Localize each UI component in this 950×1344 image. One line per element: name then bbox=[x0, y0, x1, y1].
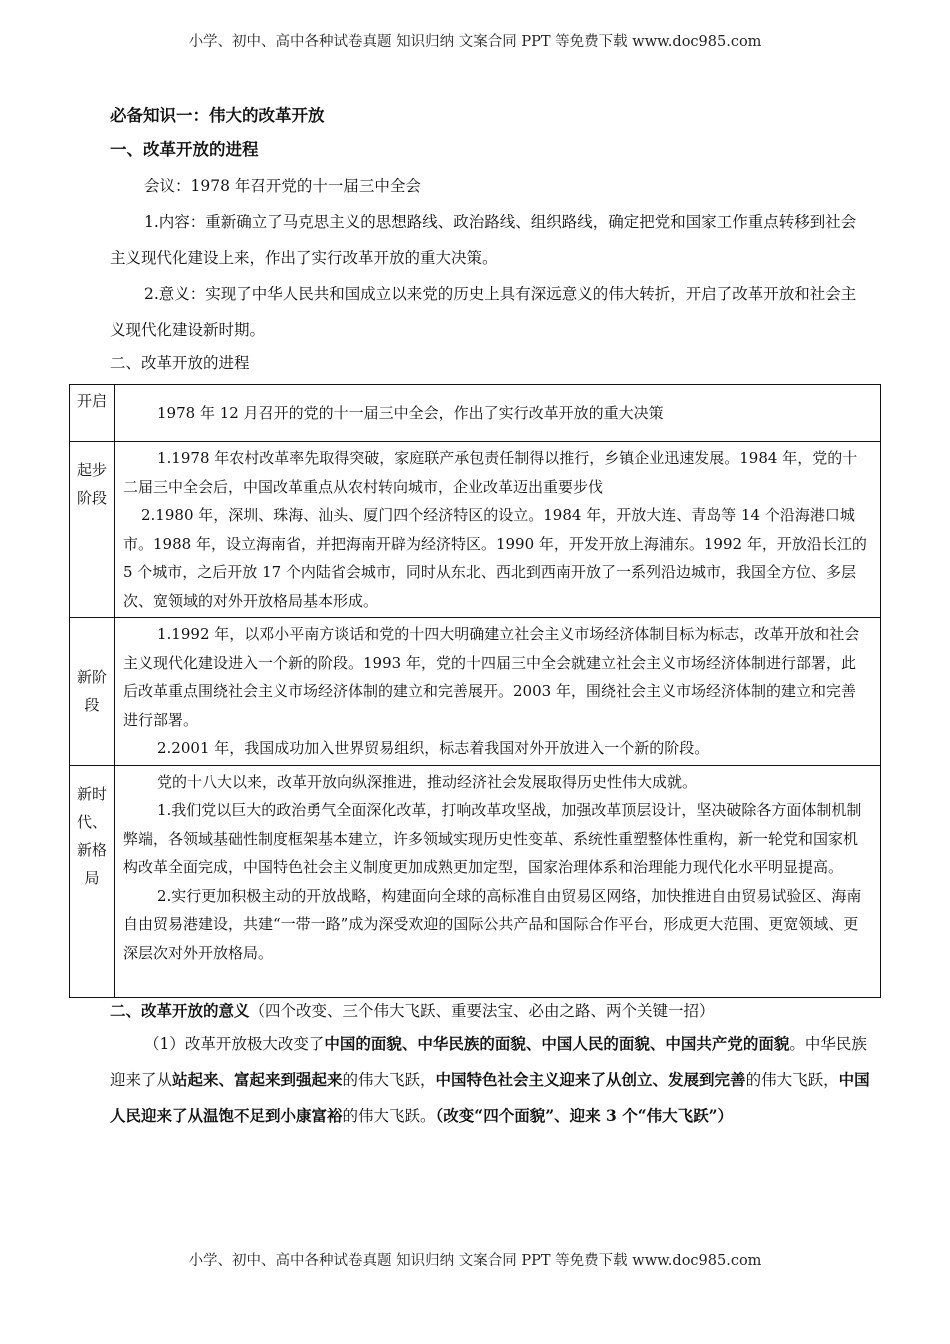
bold-run: 中国的面貌、中华民族的面貌、中国人民的面貌、中国共产党的面貌 bbox=[324, 1034, 790, 1053]
bold-run: 中国特色社会主义迎来了从创立、发展到完善 bbox=[435, 1070, 746, 1089]
row-paragraph: 2.2001 年，我国成功加入世界贸易组织，标志着我国对外开放进入一个新的阶段。 bbox=[157, 739, 710, 757]
row-body bbox=[115, 618, 881, 766]
section2-heading-bold: 二、改革开放的意义 bbox=[110, 1001, 250, 1020]
table-row bbox=[70, 765, 881, 997]
row-paragraph: 1.1992 年，以邓小平南方谈话和党的十四大明确建立社会主义市场经济体制目标为标志，改革开放和社会主义现代化建设进入一个新的阶段。1993 年，党的十四届三中全会就建立社会主义市场经济体制进行部署，此后改革重点围绕社会主义市场经济体制的建立和完善展开。2003 年，围绕社会主义市场经济体制的建立和完善进行部署。 bbox=[123, 625, 860, 729]
row-paragraph: 2.1980 年，深圳、珠海、汕头、厦门四个经济特区的设立。1984 年，开放大连、青岛等 14 个沿海港口城市。1988 年，设立海南省，并把海南开辟为经济特区。1990 年，开发开放上海浦东。1992 年，开放沿长江的 5 个城市，之后开放 17 个内陆省会城市，同时从东北、西北到西南开放了一系列沿边城市，我国全方位、多层次、宽领域的对外开放格局基本形成。 bbox=[123, 506, 867, 610]
table-row bbox=[70, 442, 881, 618]
significance-paragraph: 2.意义：实现了中华人民共和国成立以来党的历史上具有深远意义的伟大转折，开启了改革开放和社会主义现代化建设新时期。 bbox=[110, 285, 857, 339]
row-paragraph: 1978 年 12 月召开的党的十一届三中全会，作出了实行改革开放的重大决策 bbox=[157, 403, 664, 422]
table-row bbox=[70, 618, 881, 766]
section2-heading bbox=[110, 996, 870, 1026]
section2 bbox=[110, 996, 870, 1134]
significance-detail-paragraph bbox=[110, 1026, 870, 1134]
row-paragraph: 1.1978 年农村改革率先取得突破，家庭联产承包责任制得以推行，乡镇企业迅速发展。1984 年，党的十二届三中全会后，中国改革重点从农村转向城市，企业改革迈出重要步伐 bbox=[123, 449, 858, 496]
meeting-line: 会议：1978 年召开党的十一届三中全会 bbox=[144, 177, 421, 195]
bold-run: 中国人民迎来了从温饱不足到小康富裕 bbox=[110, 1070, 870, 1125]
table-row bbox=[70, 385, 881, 442]
section1-heading: 一、改革开放的进程 bbox=[110, 140, 259, 159]
text-run: 的伟大飞跃。 bbox=[342, 1107, 436, 1125]
text-run: 的伟大飞跃， bbox=[745, 1071, 839, 1089]
section1-subheading: 二、改革开放的进程 bbox=[110, 354, 250, 372]
row-paragraph: 1.我们党以巨大的政治勇气全面深化改革，打响改革攻坚战，加强改革顶层设计，坚决破除各方面体制机制弊端，各领域基础性制度框架基本建立，许多领域实现历史性变革、系统性重塑整体性重构，新一轮党和国家机构改革全面完成，中国特色社会主义制度更加成熟更加定型，国家治理体系和治理能力现代化水平明显提高。 bbox=[123, 801, 862, 876]
page-title: 必备知识一：伟大的改革开放 bbox=[110, 106, 325, 125]
row-label: 开启 bbox=[70, 385, 115, 442]
text-run: 的伟大飞跃， bbox=[342, 1071, 436, 1089]
section2-heading-note: （四个改变、三个伟大飞跃、重要法宝、必由之路、两个关键一招） bbox=[249, 1002, 715, 1020]
content-paragraph: 1.内容：重新确立了马克思主义的思想路线、政治路线、组织路线，确定把党和国家工作重点转移到社会主义现代化建设上来，作出了实行改革开放的重大决策。 bbox=[110, 213, 857, 267]
bold-run: （改变“四个面貌”、迎来 3 个“伟大飞跃”） bbox=[435, 1106, 734, 1125]
page-footer: 小学、初中、高中各种试卷真题 知识归纳 文案合同 PPT 等免费下载 www.doc985.com bbox=[188, 1253, 762, 1269]
row-label: 新时代、新格局 bbox=[70, 765, 115, 997]
bold-run: 站起来、富起来到强起来 bbox=[172, 1070, 343, 1089]
row-label: 新阶段 bbox=[70, 618, 115, 766]
row-body bbox=[115, 765, 881, 997]
row-body bbox=[115, 385, 881, 442]
main-content bbox=[110, 104, 870, 380]
text-run: 。中华民族迎来了从 bbox=[110, 1035, 867, 1089]
text-run: （1）改革开放极大改变了 bbox=[144, 1035, 325, 1053]
page-header: 小学、初中、高中各种试卷真题 知识归纳 文案合同 PPT 等免费下载 www.doc985.com bbox=[188, 34, 762, 50]
row-paragraph: 2.实行更加积极主动的开放战略，构建面向全球的高标准自由贸易区网络，加快推进自由贸易试验区、海南自由贸易港建设，共建“一带一路”成为深受欢迎的国际公共产品和国际合作平台，形成更大范围、更宽领域、更深层次对外开放格局。 bbox=[123, 886, 862, 962]
row-label: 起步阶段 bbox=[70, 442, 115, 618]
row-body bbox=[115, 442, 881, 618]
progress-table bbox=[69, 384, 881, 998]
row-paragraph: 党的十八大以来，改革开放向纵深推进，推动经济社会发展取得历史性伟大成就。 bbox=[157, 772, 698, 791]
